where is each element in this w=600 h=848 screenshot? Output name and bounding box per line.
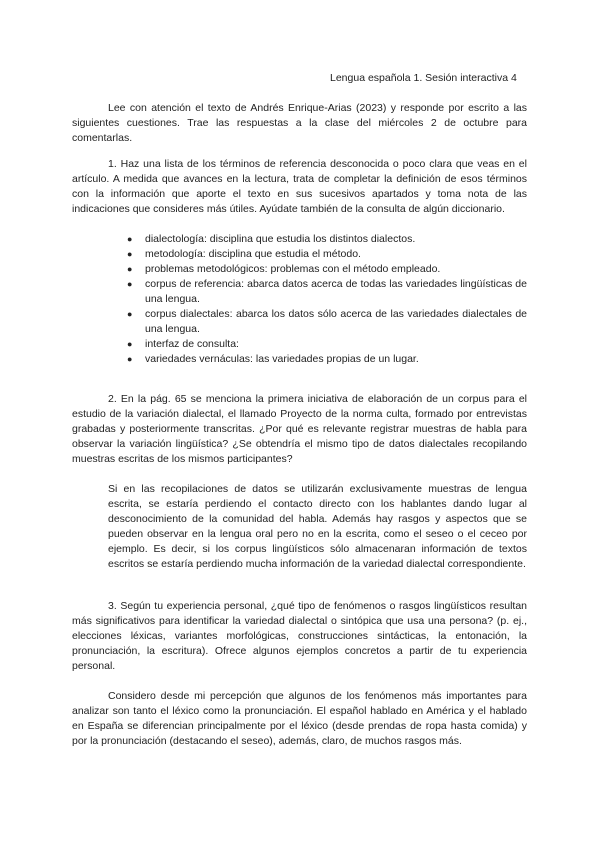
list-item: ● corpus dialectales: abarca los datos sólo acerca de las variedades dialectales de una lengua. [127,308,527,335]
question-3: 3. Según tu experiencia personal, ¿qué tipo de fenómenos o rasgos lingüísticos resultan más significativos para identificar la variedad dialectal o sintópica que usa una persona? (p. ej., elecciones léxicas, variantes morfológicas, construcciones sintácticas, la entonación, la pronunciación, la escritura). Ofrece algunos ejemplos concretos a partir de tu experiencia personal. [72,600,527,672]
bullet-icon: ● [127,279,133,289]
question-2: 2. En la pág. 65 se menciona la primera iniciativa de elaboración de un corpus para el estudio de la variación dialectal, el llamado Proyecto de la norma culta, formado por entrevistas grabadas y posteriormente transcritas. ¿Por qué es relevante registrar muestras de habla para observar la variación lingüística? ¿Se obtendría el mismo tipo de datos dialectales recopilando muestras escritas de los mismos participantes? [72,393,527,465]
intro-paragraph: Lee con atención el texto de Andrés Enrique-Arias (2023) y responde por escrito a las siguientes cuestiones. Trae las respuestas a la clase del miércoles 2 de octubre para comentarlas. [72,102,527,144]
bullet-icon: ● [127,354,133,364]
answer-3: Considero desde mi percepción que algunos de los fenómenos más importantes para analizar son tanto el léxico como la pronunciación. El español hablado en América y el hablado en España se diferencian principalmente por el léxico (desde prendas de ropa hasta comida) y por la pronunciación (destacando el seseo), además, claro, de muchos rasgos más. [72,690,527,747]
answer-2: Si en las recopilaciones de datos se utilizarán exclusivamente muestras de lengua escrita, se estaría perdiendo el contacto directo con los hablantes dando lugar al desconocimiento de la comunidad del habla. Además hay rasgos y aspectos que se pueden observar en la lengua oral pero no en la escrita, como el seseo o el ceceo por ejemplo. Es decir, si los corpus lingüísticos sólo almacenaran información de textos escritos se estaría perdiendo mucha información de la variedad dialectal correspondiente. [108,483,527,570]
bullet-icon: ● [127,234,133,244]
list-item: ● problemas metodológicos: problemas con el método empleado. [127,263,441,275]
question-1: 1. Haz una lista de los términos de referencia desconocida o poco clara que veas en el artículo. A medida que avances en la lectura, trata de completar la definición de esos términos con la información que aporte el texto en sus sucesivos apartados y toma nota de las indicaciones que consideres más útiles. Ayúdate también de la consulta de algún diccionario. [72,158,527,215]
bullet-icon: ● [127,249,133,259]
definitions-list [127,232,527,367]
bullet-icon: ● [127,309,133,319]
bullet-icon: ● [127,339,133,349]
list-item: ● interfaz de consulta: [127,338,239,350]
list-item: ● corpus de referencia: abarca datos acerca de todas las variedades lingüísticas de una lengua. [127,278,527,305]
bullet-icon: ● [127,264,133,274]
list-item: ● metodología: disciplina que estudia el método. [127,248,361,260]
list-item: ● variedades vernáculas: las variedades propias de un lugar. [127,353,419,365]
page-header: Lengua española 1. Sesión interactiva 4 [330,72,517,84]
list-item: ● dialectología: disciplina que estudia los distintos dialectos. [127,233,416,245]
